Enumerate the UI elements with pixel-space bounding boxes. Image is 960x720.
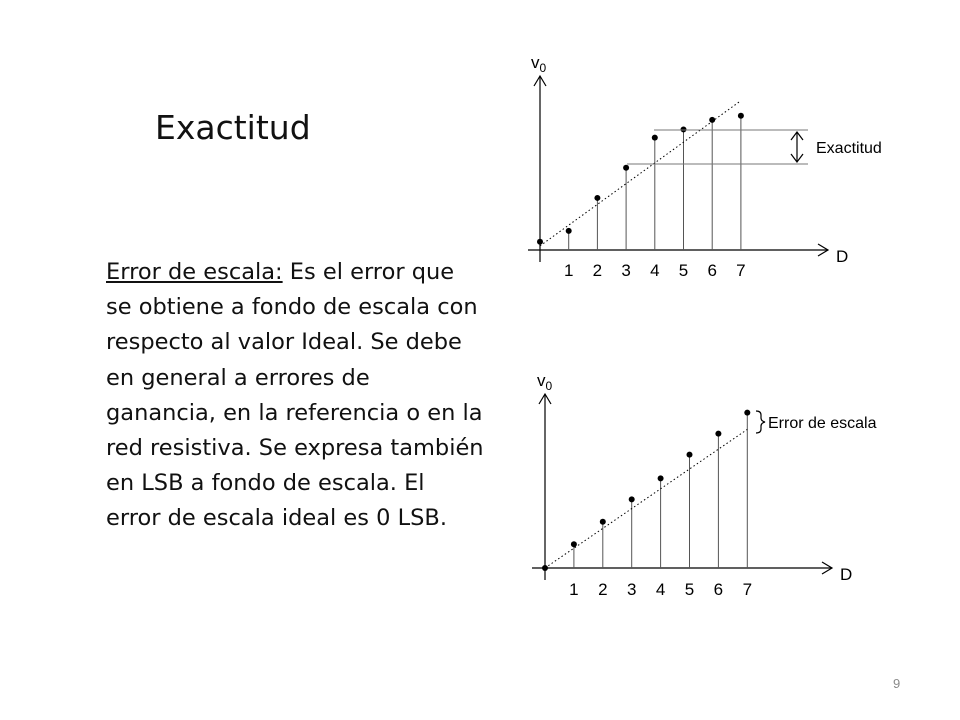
diagram-error-de-escala [532,371,877,599]
tick-label-2: 2 [592,261,603,280]
data-point-3 [629,496,635,502]
data-point-0 [537,239,543,245]
tick-label-6: 6 [713,580,724,599]
tick-label-6: 6 [707,261,717,280]
scale-error-brace [756,411,765,433]
data-point-2 [600,519,606,525]
data-point-4 [652,135,658,141]
page-number: 9 [893,676,901,691]
definition-text: Es el error que se obtiene a fondo de escala con respecto al valor Ideal. Se debe en general a errores de ganancia, en la referencia o en la red resistiva. Se expresa también en LSB a fondo de escala. El error de escala ideal es 0 LSB. [106,259,484,532]
annotation-exactitud: Exactitud [816,140,882,157]
tick-label-4: 4 [655,580,666,599]
tick-label-2: 2 [598,580,608,599]
tick-labels [564,261,746,280]
data-point-3 [623,165,629,171]
data-points [542,410,750,571]
y-axis-label: $v_0$ [531,53,547,75]
tick-label-3: 3 [621,261,631,280]
tick-label-3: 3 [626,580,637,599]
tick-label-4: 4 [650,261,660,280]
ideal-line [545,429,747,568]
stems [574,413,747,568]
annotation-error-de-escala: Error de escala [768,415,877,432]
tick-labels [569,580,752,599]
data-point-1 [571,541,577,547]
tick-label-1: 1 [563,261,574,280]
tick-label-5: 5 [678,261,689,280]
defined-term: Error de escala: [106,259,283,285]
tick-label-7: 7 [742,580,753,599]
tick-label-7: 7 [736,261,746,280]
diagram-exactitud [528,53,882,280]
data-point-5 [681,126,687,132]
data-point-6 [715,431,721,437]
data-point-1 [566,228,572,234]
slide-title: Exactitud [155,108,311,147]
tick-label-1: 1 [569,580,579,599]
data-point-2 [594,195,600,201]
data-point-5 [687,452,693,458]
data-point-6 [709,117,715,123]
tick-label-5: 5 [684,580,695,599]
x-axis-label: D [836,247,849,266]
data-point-7 [738,113,744,119]
data-points [537,113,744,245]
data-point-0 [542,565,548,571]
y-axis-label: $v_0$ [537,371,553,393]
data-point-4 [658,475,664,481]
data-point-7 [744,410,750,416]
x-axis-label: D [840,565,853,584]
